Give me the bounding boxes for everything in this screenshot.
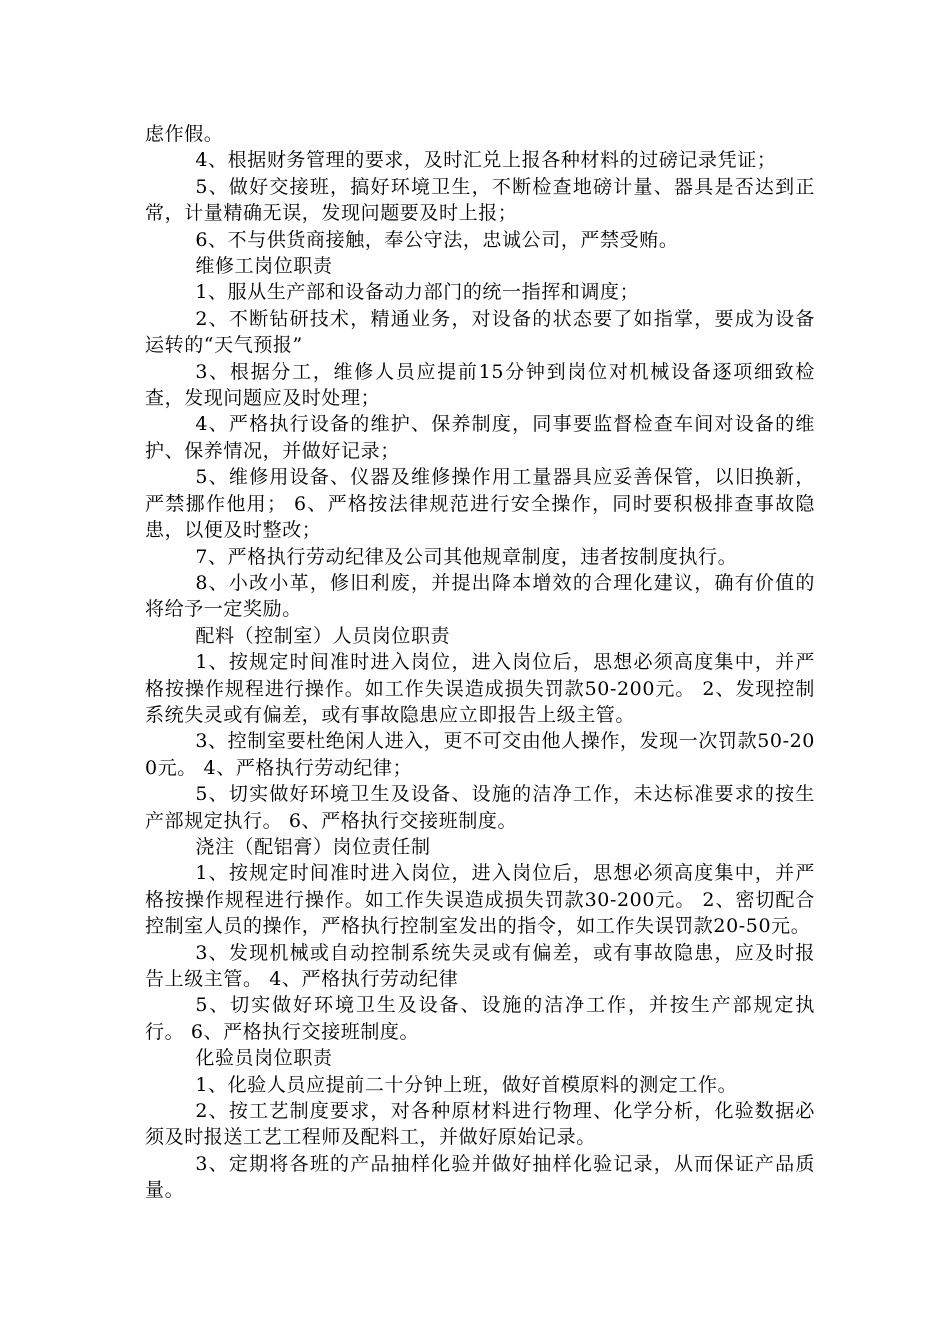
paragraph-item: 1、服从生产部和设备动力部门的统一指挥和调度； xyxy=(195,281,640,304)
section-heading-lab: 化验员岗位职责 xyxy=(195,1047,333,1070)
paragraph-item: 5、切实做好环境卫生及设备、设施的洁净工作，并按生产部规定执行。 6、严格执行交接班制度。 xyxy=(145,994,815,1043)
paragraph-item: 4、根据财务管理的要求，及时汇兑上报各种材料的过磅记录凭证； xyxy=(195,149,777,172)
paragraph-item: 5、切实做好环境卫生及设备、设施的洁净工作，未达标准要求的按生产部规定执行。 6、严格执行交接班制度。 xyxy=(145,783,815,832)
paragraph-item: 3、根据分工，维修人员应提前15分钟到岗位对机械设备逐项细致检查，发现问题应及时处理； xyxy=(145,360,815,410)
paragraph-continuation: 虑作假。 xyxy=(145,123,224,145)
paragraph-item: 3、控制室要杜绝闲人进入，更不可交由他人操作，发现一次罚款50-200元。 4、严格执行劳动纪律； xyxy=(145,730,815,779)
paragraph-item: 4、严格执行设备的维护、保养制度，同事要监督检查车间对设备的维护、保养情况，并做好记录； xyxy=(145,413,815,462)
document-body xyxy=(145,121,815,1204)
paragraph-item: 3、定期将各班的产品抽样化验并做好抽样化验记录，从而保证产品质量。 xyxy=(145,1152,815,1202)
section-heading-pouring: 浇注（配铝膏）岗位责任制 xyxy=(195,835,431,858)
paragraph-item: 1、按规定时间准时进入岗位，进入岗位后，思想必须高度集中，并严格按操作规程进行操作。如工作失误造成损失罚款30-200元。 2、密切配合控制室人员的操作，严格执行控制室发出的指令，如工作失误罚款20-50元。 xyxy=(145,862,815,938)
paragraph-item: 2、不断钻研技术，精通业务，对设备的状态要了如指掌，要成为设备运转的“天气预报” xyxy=(145,307,815,357)
paragraph-item: 5、做好交接班，搞好环境卫生，不断检查地磅计量、器具是否达到正常，计量精确无误，发现问题要及时上报； xyxy=(145,175,815,225)
paragraph-item: 6、不与供货商接触，奉公守法，忠诚公司，严禁受贿。 xyxy=(195,228,679,251)
paragraph-item: 3、发现机械或自动控制系统失灵或有偏差，或有事故隐患，应及时报告上级主管。 4、严格执行劳动纪律 xyxy=(145,941,815,990)
section-heading-batching: 配料（控制室）人员岗位职责 xyxy=(195,624,451,647)
paragraph-item: 8、小改小革，修旧利废，并提出降本增效的合理化建议，确有价值的将给予一定奖励。 xyxy=(145,571,815,621)
paragraph-item: 2、按工艺制度要求，对各种原材料进行物理、化学分析，化验数据必须及时报送工艺工程师及配料工，并做好原始记录。 xyxy=(145,1100,815,1149)
paragraph-item: 1、按规定时间准时进入岗位，进入岗位后，思想必须高度集中，并严格按操作规程进行操作。如工作失误造成损失罚款50-200元。 2、发现控制系统失灵或有偏差，或有事故隐患应立即报告上级主管。 xyxy=(145,651,815,726)
paragraph-item: 1、化验人员应提前二十分钟上班，做好首模原料的测定工作。 xyxy=(195,1073,738,1096)
paragraph-item: 5、维修用设备、仪器及维修操作用工量器具应妥善保管，以旧换新，严禁挪作他用； 6、严格按法律规范进行安全操作，同时要积极排查事故隐患，以便及时整改； xyxy=(145,466,815,542)
paragraph-item: 7、严格执行劳动纪律及公司其他规章制度，违者按制度执行。 xyxy=(195,545,738,568)
section-heading-maintenance: 维修工岗位职责 xyxy=(195,255,333,278)
